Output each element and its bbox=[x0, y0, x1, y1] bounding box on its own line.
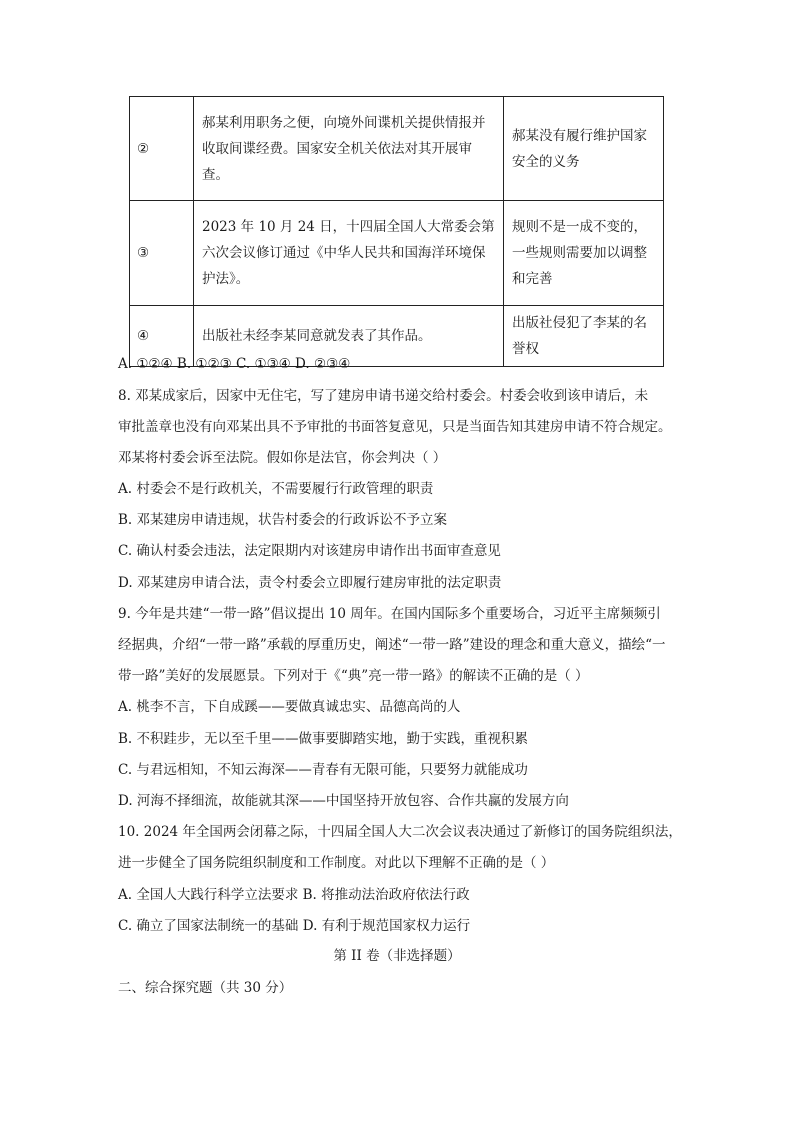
q8-stem-line: 审批盖章也没有向邓某出具不予审批的书面答复意见，只是当面告知其建房申请不符合规定。 bbox=[118, 419, 672, 435]
q8-option-a: A. 村委会不是行政机关，不需要履行行政管理的职责 bbox=[118, 481, 434, 497]
q7-options: A. ①②④ B. ①②③ C. ①③④ D. ②③④ bbox=[118, 356, 351, 372]
table-row bbox=[130, 97, 664, 201]
q8-option-d: D. 邓某建房申请合法，责令村委会立即履行建房审批的法定职责 bbox=[118, 575, 502, 591]
q9-option-d: D. 河海不择细流，故能就其深——中国坚持开放包容、合作共赢的发展方向 bbox=[118, 793, 569, 809]
case-fact-cell: 出版社未经李某同意就发表了其作品。 bbox=[194, 306, 504, 367]
section-title: 第 II 卷（非选择题） bbox=[333, 948, 461, 964]
q10-options-row: A. 全国人大践行科学立法要求 B. 将推动法治政府依法行政 bbox=[118, 887, 470, 903]
q9-option-a: A. 桃李不言，下自成蹊——要做真诚忠实、品德高尚的人 bbox=[118, 699, 461, 715]
q8-stem-line: 8. 邓某成家后，因家中无住宅，写了建房申请书递交给村委会。村委会收到该申请后，未 bbox=[118, 388, 649, 404]
q8-option-c: C. 确认村委会违法，法定限期内对该建房申请作出书面审查意见 bbox=[118, 543, 501, 559]
row-number: ④ bbox=[130, 306, 194, 367]
q9-stem-line: 带一路”美好的发展愿景。下列对于《“典”亮一带一路》的解读不正确的是（ ） bbox=[118, 668, 589, 684]
case-fact-cell: 2023 年 10 月 24 日，十四届全国人大常委会第六次会议修订通过《中华人民共和国海洋环境保护法》。 bbox=[194, 201, 504, 306]
row-number: ② bbox=[130, 97, 194, 201]
q9-option-b: B. 不积跬步，无以至千里——做事要脚踏实地，勤于实践，重视积累 bbox=[118, 731, 529, 747]
q8-option-b: B. 邓某建房申请违规，状告村委会的行政诉讼不予立案 bbox=[118, 512, 448, 528]
q10-stem-line: 10. 2024 年全国两会闭幕之际，十四届全国人大二次会议表决通过了新修订的国务院组织法， bbox=[118, 824, 682, 840]
case-analysis-cell: 规则不是一成不变的，一些规则需要加以调整和完善 bbox=[504, 201, 664, 306]
case-fact-cell: 郝某利用职务之便，向境外间谍机关提供情报并收取间谍经费。国家安全机关依法对其开展审查。 bbox=[194, 97, 504, 201]
q10-options-row: C. 确立了国家法制统一的基础 D. 有利于规范国家权力运行 bbox=[118, 918, 471, 934]
q8-stem-line: 邓某将村委会诉至法院。假如你是法官，你会判决（ ） bbox=[118, 450, 447, 466]
case-analysis-cell: 出版社侵犯了李某的名誉权 bbox=[504, 306, 664, 367]
case-analysis-cell: 郝某没有履行维护国家安全的义务 bbox=[504, 97, 664, 201]
table-row bbox=[130, 201, 664, 306]
q9-stem-line: 9. 今年是共建“一带一路”倡议提出 10 周年。在国内国际多个重要场合，习近平主席频频引 bbox=[118, 606, 661, 622]
case-analysis-table bbox=[129, 96, 664, 367]
q10-stem-line: 进一步健全了国务院组织制度和工作制度。对此以下理解不正确的是（ ） bbox=[118, 855, 555, 871]
row-number: ③ bbox=[130, 201, 194, 306]
section-heading: 二、综合探究题（共 30 分） bbox=[118, 980, 293, 996]
q9-option-c: C. 与君远相知，不知云海深——青春有无限可能，只要努力就能成功 bbox=[118, 762, 528, 778]
q9-stem-line: 经据典，介绍“一带一路”承载的厚重历史，阐述“一带一路”建设的理念和重大意义，描绘“一 bbox=[118, 637, 666, 653]
